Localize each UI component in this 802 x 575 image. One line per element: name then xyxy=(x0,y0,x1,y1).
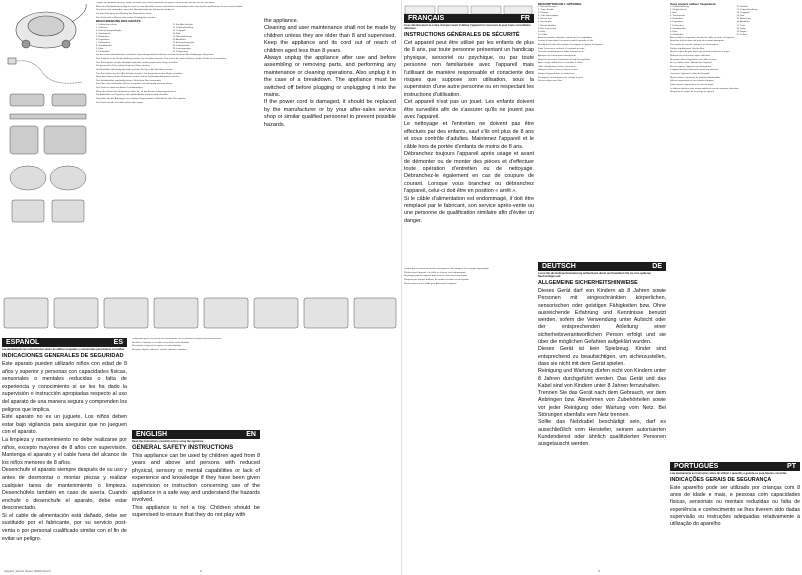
text-line: Den Schlauch in die Schlauchöffnung stecken, bis er hörbar einrastet. Zum Lösen die Tasten drücken und den Schlauch herausziehen. xyxy=(96,57,227,60)
paragraph: Dieses Gerät darf von Kindern ab 8 Jahren sowie Personen mit eingeschränkten körperlichen, sensorischen oder geistigen Fähigkeiten bzw. Ohne ausreichende Erfahrung und Kenntnisse benutzt werden, sofern die Verwendung unter Aufsicht oder der entsprechenden Anleitung einer sicherheitsverantwortlichen Person erfolgt und sie über die möglichen Gefahren aufgeklärt wurden. xyxy=(538,288,666,346)
list-item: 5. Bodendüse xyxy=(670,18,684,21)
list-item: 2. Saugschlauch xyxy=(670,9,687,12)
vacuum-illustration xyxy=(16,4,86,48)
text-line: Nettoyez le filtre à l'eau et laissez sécher. xyxy=(538,69,579,72)
paragraph: This appliance is not a toy. Children should be supervised to ensure that they do not play with xyxy=(132,504,260,519)
french-section xyxy=(404,14,534,264)
list-item: 7. Polsterdüse xyxy=(670,24,684,27)
french-small-text xyxy=(404,268,534,570)
text-line: En cas d'obstruction, débranchez l'appareil. xyxy=(670,62,713,65)
safety-text xyxy=(2,361,127,543)
read-instructions-note: Lisez attentivement la notice d'emploi avant d'utiliser l'appareil et conservez-la pour toute consultation ultérieure. xyxy=(404,24,531,30)
paragraph: Cleaning and user maintenance shall not be made by children unless they are older than 8 and supervised. Keep the appliance and its cord out of reach of children aged less than 8 years. xyxy=(264,25,396,54)
right-page xyxy=(401,0,802,575)
text-line: Ne pas utiliser à proximité de produits inflammables. xyxy=(670,76,721,79)
paragraph: Always unplug the appliance after use and before assembling or removing parts, and performing any maintenance or cleaning operations. Also unplug it in the case of a breakdown. The appliance must be switched off before plugging or unplugging it into the mains. xyxy=(264,55,396,99)
text-line: Vérifiez régulièrement l'état du filtre. xyxy=(670,47,705,50)
list-item: 19. Leistungsregler xyxy=(172,48,192,51)
language-code: EN xyxy=(246,431,256,438)
text-line: Den Staubbehälter regelmäßig leeren. Nicht ohne Filter verwenden. xyxy=(96,79,162,82)
parts-list-right xyxy=(737,6,801,36)
list-item: 15. Filterabdeckung xyxy=(172,36,192,39)
language-code: FR xyxy=(520,15,530,22)
text-line: Avant la première utilisation, retirez tous les emballages. xyxy=(538,36,593,39)
top-figure-strip xyxy=(404,2,534,12)
product-illustrations xyxy=(2,2,94,292)
german-section xyxy=(538,262,666,570)
language-code: PT xyxy=(787,463,796,470)
parts-list-right xyxy=(173,24,247,54)
text-line: Nach dem Gebrauch den Netzstecker ziehen und die Kabelaufwicklungstaste drücken. xyxy=(96,76,180,79)
list-item: 4. Teleskoprohr xyxy=(96,32,111,35)
text-line: Faites réparer l'appareil par un service agréé. xyxy=(670,84,715,87)
safety-text xyxy=(538,288,666,449)
text-line: Assemblez le tube télescopique à la poignée et ajustez la longueur. xyxy=(538,43,604,46)
list-item: 17. Taste xyxy=(736,24,746,27)
list-item: 6. Fugendüse xyxy=(96,39,110,42)
text-line: Vermeiden Sie das Aufsaugen von scharfen Gegenständen, heißer Asche oder Flüssigkeiten. xyxy=(96,98,187,100)
list-item: 7. Polsterdüse xyxy=(96,42,110,45)
language-bar-de xyxy=(538,262,666,271)
text-line: Vor jeder Reinigung und Wartung den Netzstecker ziehen. xyxy=(96,12,153,15)
english-continued xyxy=(264,18,396,308)
hose-illustration xyxy=(8,58,82,83)
text-line: Wenn das Gerät nicht funktioniert, prüfen Sie, ob der Stecker richtig eingesteckt ist. xyxy=(96,90,177,93)
list-item: 16. Abluftfilter xyxy=(172,39,186,42)
list-item: 13. Tragegriff xyxy=(736,12,750,15)
paragraph: If the power cord is damaged, it should be replaced by the manufacturer or by your after-sales service shop or similar qualified personnel to prevent possible hazards. xyxy=(264,99,396,128)
text-line: No utilice el aparato si el cable o el enchufe están dañados. xyxy=(132,341,190,344)
list-item: 5. Bodendüse xyxy=(96,36,110,39)
parts-title: BESCHREIBUNG DES GERÄTS xyxy=(96,19,141,24)
figure-5 xyxy=(204,298,248,328)
list-item: 20. Parkposition xyxy=(172,51,189,54)
text-line: Das Gerät nicht in Wasser oder andere Flüssigkeiten tauchen. xyxy=(96,16,157,19)
section-heading: INDICAÇÕES GERAIS DE SEGURANÇA xyxy=(670,477,772,483)
parts-list xyxy=(670,6,800,36)
text-line: Insérez le tuyau dans l'ouverture jusqu'à entendre un clic. xyxy=(538,40,594,43)
text-line: Si l'appareil ne fonctionne pas, vérifiez la prise. xyxy=(538,76,584,79)
paragraph: Si el cable de alimentación está dañado, debe ser sustituido por el fabricante, por su servicio post-venta o por personal cualificado similar con el fin de evitar un peligro. xyxy=(2,512,127,542)
list-item: 6. Suceur plat xyxy=(538,21,552,24)
list-item: 18. Zubehörhalter xyxy=(172,45,190,48)
text-line: Branchez la fiche dans une prise de courant appropriée. xyxy=(670,40,725,43)
list-item: 7. Brosse meubles xyxy=(538,24,557,27)
filter-illustration xyxy=(10,166,86,222)
text-line: Utilisez uniquement les accessoires d'origine. xyxy=(670,80,715,83)
parts-title: DESCRIPTION DE L'APPAREIL xyxy=(538,2,582,6)
figure-4 xyxy=(154,298,198,328)
text-line: Appuyez sur l'interrupteur marche/arrêt. xyxy=(538,54,577,57)
language-bar-es xyxy=(2,338,127,347)
text-line: Ne plongez jamais l'appareil dans l'eau ou dans tout autre liquide. xyxy=(404,275,468,278)
language-bar-fr xyxy=(404,14,534,23)
read-instructions-note: Lea atentamente las instrucciones antes de utilizar el aparato y consérvelas para futuras consultas. xyxy=(2,348,125,351)
text-line: Ne pas aspirer de gros objets qui pourraient obstruer le tuyau. xyxy=(670,51,731,54)
paragraph: This appliance can be used by children aged from 8 years and above and persons with reduced physical, sensory or mental capabilities or lack of experience and knowledge if they have been given supervision or instruction concerning use of the appliance in a safe way and understand the hazards involved. xyxy=(132,453,260,504)
parts-list xyxy=(96,24,246,54)
paragraph: Desenchufe el aparato siempre después de su uso y antes de desmontar o montar piezas y realizar cualquier tarea de mantenimiento o limpieza. Desenchúfelo también en caso de avería. Cuando enchufe o desenchufe el aparato, debe estar desconectado. xyxy=(2,467,127,512)
paragraph: Sollte das Netzkabel beschädigt sein, darf es ausschließlich vom Hersteller, seinem autorisierten Kundendienst oder ähnlich qualifizierten Personen ausgetauscht werden. xyxy=(538,419,666,448)
text-line: Das Gerät niemals am Kabel ziehen oder tragen. xyxy=(96,101,144,104)
language-label: DEUTSCH xyxy=(542,263,576,270)
list-item: 10. Câble xyxy=(538,33,548,36)
text-line: Ne pas exposer l'appareil aux intempéries. xyxy=(670,65,712,68)
text-line: Fixez l'accessoire souhaité à l'extrémité du tube. xyxy=(538,47,585,50)
text-line: Vor der ersten Inbetriebnahme sämtliches Verpackungsmaterial entfernen und das Gerät auf Beschädigungen überprüfen. xyxy=(96,54,215,57)
text-line: L'appareil doit être débranché avant tout entretien. xyxy=(670,69,719,72)
middle-small-text xyxy=(538,2,666,260)
list-item: 8. Bac à poussière xyxy=(538,27,557,30)
spanish-section xyxy=(2,338,127,570)
paragraph: Cet appareil peut être utilisé par les enfants de plus de 8 ans, par toute personne présentant un handicap physique, sensoriel ou psychique, ou par toute personne non familiarisée avec l'appareil mais l'utilisant de manière responsable et consciente des risques que suppose son utilisation, sous la supervision d'une autre personne ou en respectant les instructions d'utilisation. xyxy=(404,40,534,98)
paragraph: Si le câble d'alimentation est endommagé, il doit être remplacé par le fabricant, son service après-vente ou une personne de qualification similaire afin d'éviter un danger. xyxy=(404,195,534,224)
list-item: 3. Griff xyxy=(670,12,677,15)
list-item: 14. Rad xyxy=(172,32,181,35)
list-item: 10. Netzkabel xyxy=(96,51,110,54)
list-item: 3. Poignée xyxy=(538,12,549,15)
language-label: ESPAÑOL xyxy=(6,339,40,346)
page-number: 3 xyxy=(598,569,600,573)
read-instructions-note: Read the instructions carefully before using the appliance. xyxy=(132,440,205,443)
text-line: Après usage, débranchez et enroulez le câble. xyxy=(538,62,584,65)
paragraph: Este aparato pueden utilizarlo niños con edad de 8 años y superior y personas con capacidades físicas, sensoriales o mentales reducidas o falta de experiencia y conocimiento si se les ha dado la supervisión o instrucción apropiadas respecto al uso del aparato de una manera segura y comprenden los peligros que implica. xyxy=(2,361,127,413)
parts-list-left xyxy=(670,6,734,36)
list-item: 15. Abdeckung xyxy=(736,18,751,21)
text-line: No sumerja el aparato en agua ni en otros líquidos. xyxy=(132,345,182,348)
illustrations-column xyxy=(2,2,94,292)
text-line: No aspire objetos ardientes, cenizas calientes o líquidos. xyxy=(132,348,188,351)
text-line: Réglez la puissance d'aspiration à l'aide du régulateur. xyxy=(538,58,591,61)
text-line: Videz régulièrement le bac à poussière. xyxy=(538,65,577,68)
list-item: 14. Rad xyxy=(736,15,745,18)
safety-text-cont xyxy=(264,18,396,129)
list-item: 16. Abluftfilter xyxy=(736,21,750,24)
paragraph: Este aparelho pode ser utilizado por crianças com 8 anos de idade e mais, e pessoas com capacidades físicas, sensoriais ou mentais reduzidas ou falta de experiência e conhecimento se lhes tiverem sido dadas supervisão ou instruções adequadas relativamente à utilização do aparelho xyxy=(670,485,800,528)
language-label: FRANÇAIS xyxy=(408,15,445,22)
list-item: 12. Kabelaufwicklung xyxy=(172,26,194,29)
right-small-text xyxy=(670,2,800,422)
column-title: Vous pouvez utiliser l'aspirateur xyxy=(670,2,716,6)
language-code: ES xyxy=(113,339,123,346)
figure-1 xyxy=(4,298,48,328)
text-line: Tragen Sie die Abdeckung ab, indem Sie diese nach außen abziehen und ziehen Sie dann den Stecker aus der Steckdose. xyxy=(96,2,216,4)
list-item: 2. Schlauch xyxy=(96,26,108,29)
paragraph: Reinigung und Wartung dürfen nicht von Kindern unter 8 Jahren durchgeführt werden. Das Gerät und das Kabel sind von Kindern unter 8 Jahren fernzuhalten. xyxy=(538,368,666,389)
section-heading: ALLGEMEINE SICHERHEITSHINWEISE xyxy=(538,280,638,286)
list-item: 4. Teleskoprohr xyxy=(670,15,685,18)
figure-2 xyxy=(54,298,98,328)
print-footer: Aspirador_Vacuum Cleaner 1800W.indd 2-3 xyxy=(4,570,51,573)
accessory-illustration xyxy=(10,94,86,154)
paragraph: Trennen Sie das Gerät nach dem Gebrauch, vor dem Anbringen bzw. Abnehmen von Zubehörteilen sowie vor jeder Reinigung oder Wartung vom Netz. Bei Störungen ebenfalls vom Netz trennen. xyxy=(538,390,666,419)
text-line: Ne tirez jamais sur le câble pour débrancher l'appareil. xyxy=(404,282,457,285)
list-item: 17. Entriegelungstaste xyxy=(172,42,195,45)
paragraph: Dieses Gerät ist kein Spielzeug. Kinder sind entsprechend zu beaufsichtigen, um sicherzustellen, dass sie nicht mit dem Gerät spielen. xyxy=(538,346,666,367)
list-item: 8. Staubbehälter xyxy=(96,45,113,48)
text-line: Ne pas utiliser sans filtre. xyxy=(538,80,563,83)
text-line: Wenn das Netzkabel beschädigt ist, muss es vom Hersteller, seinem autorisierten Kundendienst oder einer ähnlich qualifizierten Person ersetzt werden. xyxy=(96,5,243,8)
text-line: N'aspirez pas d'objets brûlants, de cendres chaudes ou de liquides. xyxy=(404,278,470,281)
paragraph: La limpieza y mantenimiento no debe realizarse por niños, excepto mayores de 8 años con supervisión. Mantenga el aparato y el cable fuera del alcance de los niños menores de 8 años. xyxy=(2,436,127,466)
parts-list-left xyxy=(96,24,170,54)
text-line: Die gewünschte Düse auf das Ende des Rohrs stecken. xyxy=(96,65,151,68)
text-line: Avant d'utiliser l'aspirateur, déroulez le câble sur toute sa longueur. xyxy=(670,36,735,39)
paragraph: the appliance. xyxy=(264,18,299,24)
list-item: 10. Netzkabel xyxy=(670,33,684,36)
list-item: 4. Tube télescopique xyxy=(538,15,559,18)
paragraph: Le nettoyage et l'entretien ne doivent pas être effectués par des enfants, sauf s'ils ont plus de 8 ans et sous contrôle d'adultes. Maintenez l'appareil et le câble hors de portée d'enfants de moins de 8 ans. xyxy=(404,121,534,150)
list-item: 5. Brosse sols xyxy=(538,18,552,21)
list-item: 18. Halter xyxy=(736,27,746,30)
section-heading: GENERAL SAFETY INSTRUCTIONS xyxy=(132,445,234,451)
list-item: 19. Regler xyxy=(736,30,747,33)
page-number: 2 xyxy=(200,569,202,573)
list-item: 1. Schlauchanschluss xyxy=(96,23,118,26)
text-line: Das Gerät nicht verwenden, wenn das Netzkabel oder der Stecker beschädigt ist. xyxy=(96,9,175,12)
language-label: PORTUGUÊS xyxy=(674,463,719,470)
list-item: 1. Schlauchöffnung xyxy=(670,6,689,9)
list-item: 20. Parken xyxy=(736,33,748,36)
section-heading: INSTRUCTIONS GÉNÉRALES DE SÉCURITÉ xyxy=(404,32,520,38)
portuguese-section xyxy=(670,462,800,570)
list-item: 3. Griff mit Saugkraftregler xyxy=(96,29,122,32)
text-line: Vérifiez que la tension du réseau correspond à celle indiquée sur la plaque signalétique. xyxy=(404,268,490,270)
read-instructions-note: Lesen Sie die Gebrauchsanweisung aufmerksam durch und bewahren Sie sie zum späteren Nachschlagen auf. xyxy=(538,272,651,278)
list-item: 9. Filtre xyxy=(538,30,546,33)
figure-3 xyxy=(104,298,148,328)
paragraph: Este aparato no es un juguete. Los niños deben estar bajo vigilancia para asegurar que no jueguen con el aparato. xyxy=(2,414,127,436)
list-item: 9. Filter xyxy=(670,30,678,33)
list-item: 11. Ein-/Aus-Schalter xyxy=(172,23,194,26)
text-line: Déroulez complètement le câble et branchez-le. xyxy=(538,51,585,54)
text-line: Zum Einschalten den Ein-/Aus-Schalter drücken. Die Saugkraft mit dem Regler einstellen. xyxy=(96,72,183,75)
english-section xyxy=(132,430,260,570)
text-line: Respectez les règles de recyclage en vigueur. xyxy=(670,91,715,94)
text-line: Compruebe que la tensión de red corresponda con la indicada en la placa de características. xyxy=(132,338,222,340)
language-bar-en xyxy=(132,430,260,439)
language-label: ENGLISH xyxy=(136,431,168,438)
read-instructions-note: Leia atentamente as instruções antes de utilizar o aparelho e guarde-as para futuras consultas. xyxy=(670,472,788,475)
left-top-text xyxy=(96,2,246,105)
safety-text xyxy=(670,485,800,528)
safety-text xyxy=(404,40,534,225)
text-line: Pour mettre en marche, appuyez sur l'interrupteur. xyxy=(670,43,719,46)
section-heading: INDICACIONES GENERALES DE SEGURIDAD xyxy=(2,353,124,359)
list-item: 8. Staubbehälter xyxy=(670,27,687,30)
text-line: Die Bodendüse auf Teppichen oder glatten Böden entsprechend einstellen. xyxy=(96,94,169,97)
text-line: Das Gerät an einem trockenen Ort aufbewahren. xyxy=(96,87,144,90)
list-item: 1. Raccord de tuyau xyxy=(538,6,558,9)
language-code: DE xyxy=(652,263,662,270)
text-line: N'utilisez pas l'appareil si le câble ou la prise sont endommagés. xyxy=(404,271,467,274)
text-line: Das Teleskoprohr mit dem Handgriff verbinden und die gewünschte Länge einstellen. xyxy=(96,61,179,64)
list-item: 9. Filter xyxy=(96,48,104,51)
safety-text xyxy=(132,453,260,520)
text-line: Nettoyez les accessoires après utilisation. xyxy=(670,54,711,57)
text-line: Le fabricant décline toute responsabilité en cas de mauvaise utilisation. xyxy=(670,87,739,90)
text-line: Rangez l'appareil dans un endroit sec. xyxy=(538,73,576,76)
list-item: 11. Schalter xyxy=(736,6,749,9)
paragraph: Cet appareil n'est pas un jouet. Les enfants doivent être surveillés afin de s'assurer qu'ils ne jouent pas avec l'appareil. xyxy=(404,99,534,121)
spanish-small-text xyxy=(132,338,262,428)
text-line: Das Netzkabel vollständig abwickeln und den Stecker in die Steckdose stecken. xyxy=(96,68,174,71)
text-line: Ne jamais utiliser l'aspirateur sans filtre en place. xyxy=(670,58,718,61)
list-item: 6. Fugendüse xyxy=(670,21,684,24)
list-item: 12. Kabelaufwicklung xyxy=(736,9,758,12)
text-line: Den Filter unter fließendem Wasser ausspülen und vollständig trocknen lassen. xyxy=(96,83,173,86)
text-line: Conservez l'appareil à l'abri de l'humidité. xyxy=(670,73,711,76)
language-bar-pt xyxy=(670,462,800,471)
list-item: 13. Tragegriff xyxy=(172,29,186,32)
paragraph: Débranchez toujours l'appareil après usage et avant de démonter ou de monter des pièces et d'effectuer toute opération d'entretien ou de nettoyage. Débranchez-le également en cas de coupure de courant. Lorsque vous branchez ou débranchez l'appareil, celui-ci doit être en position « arrêt ». xyxy=(404,151,534,195)
list-item: 2. Tuyau flexible xyxy=(538,9,554,12)
